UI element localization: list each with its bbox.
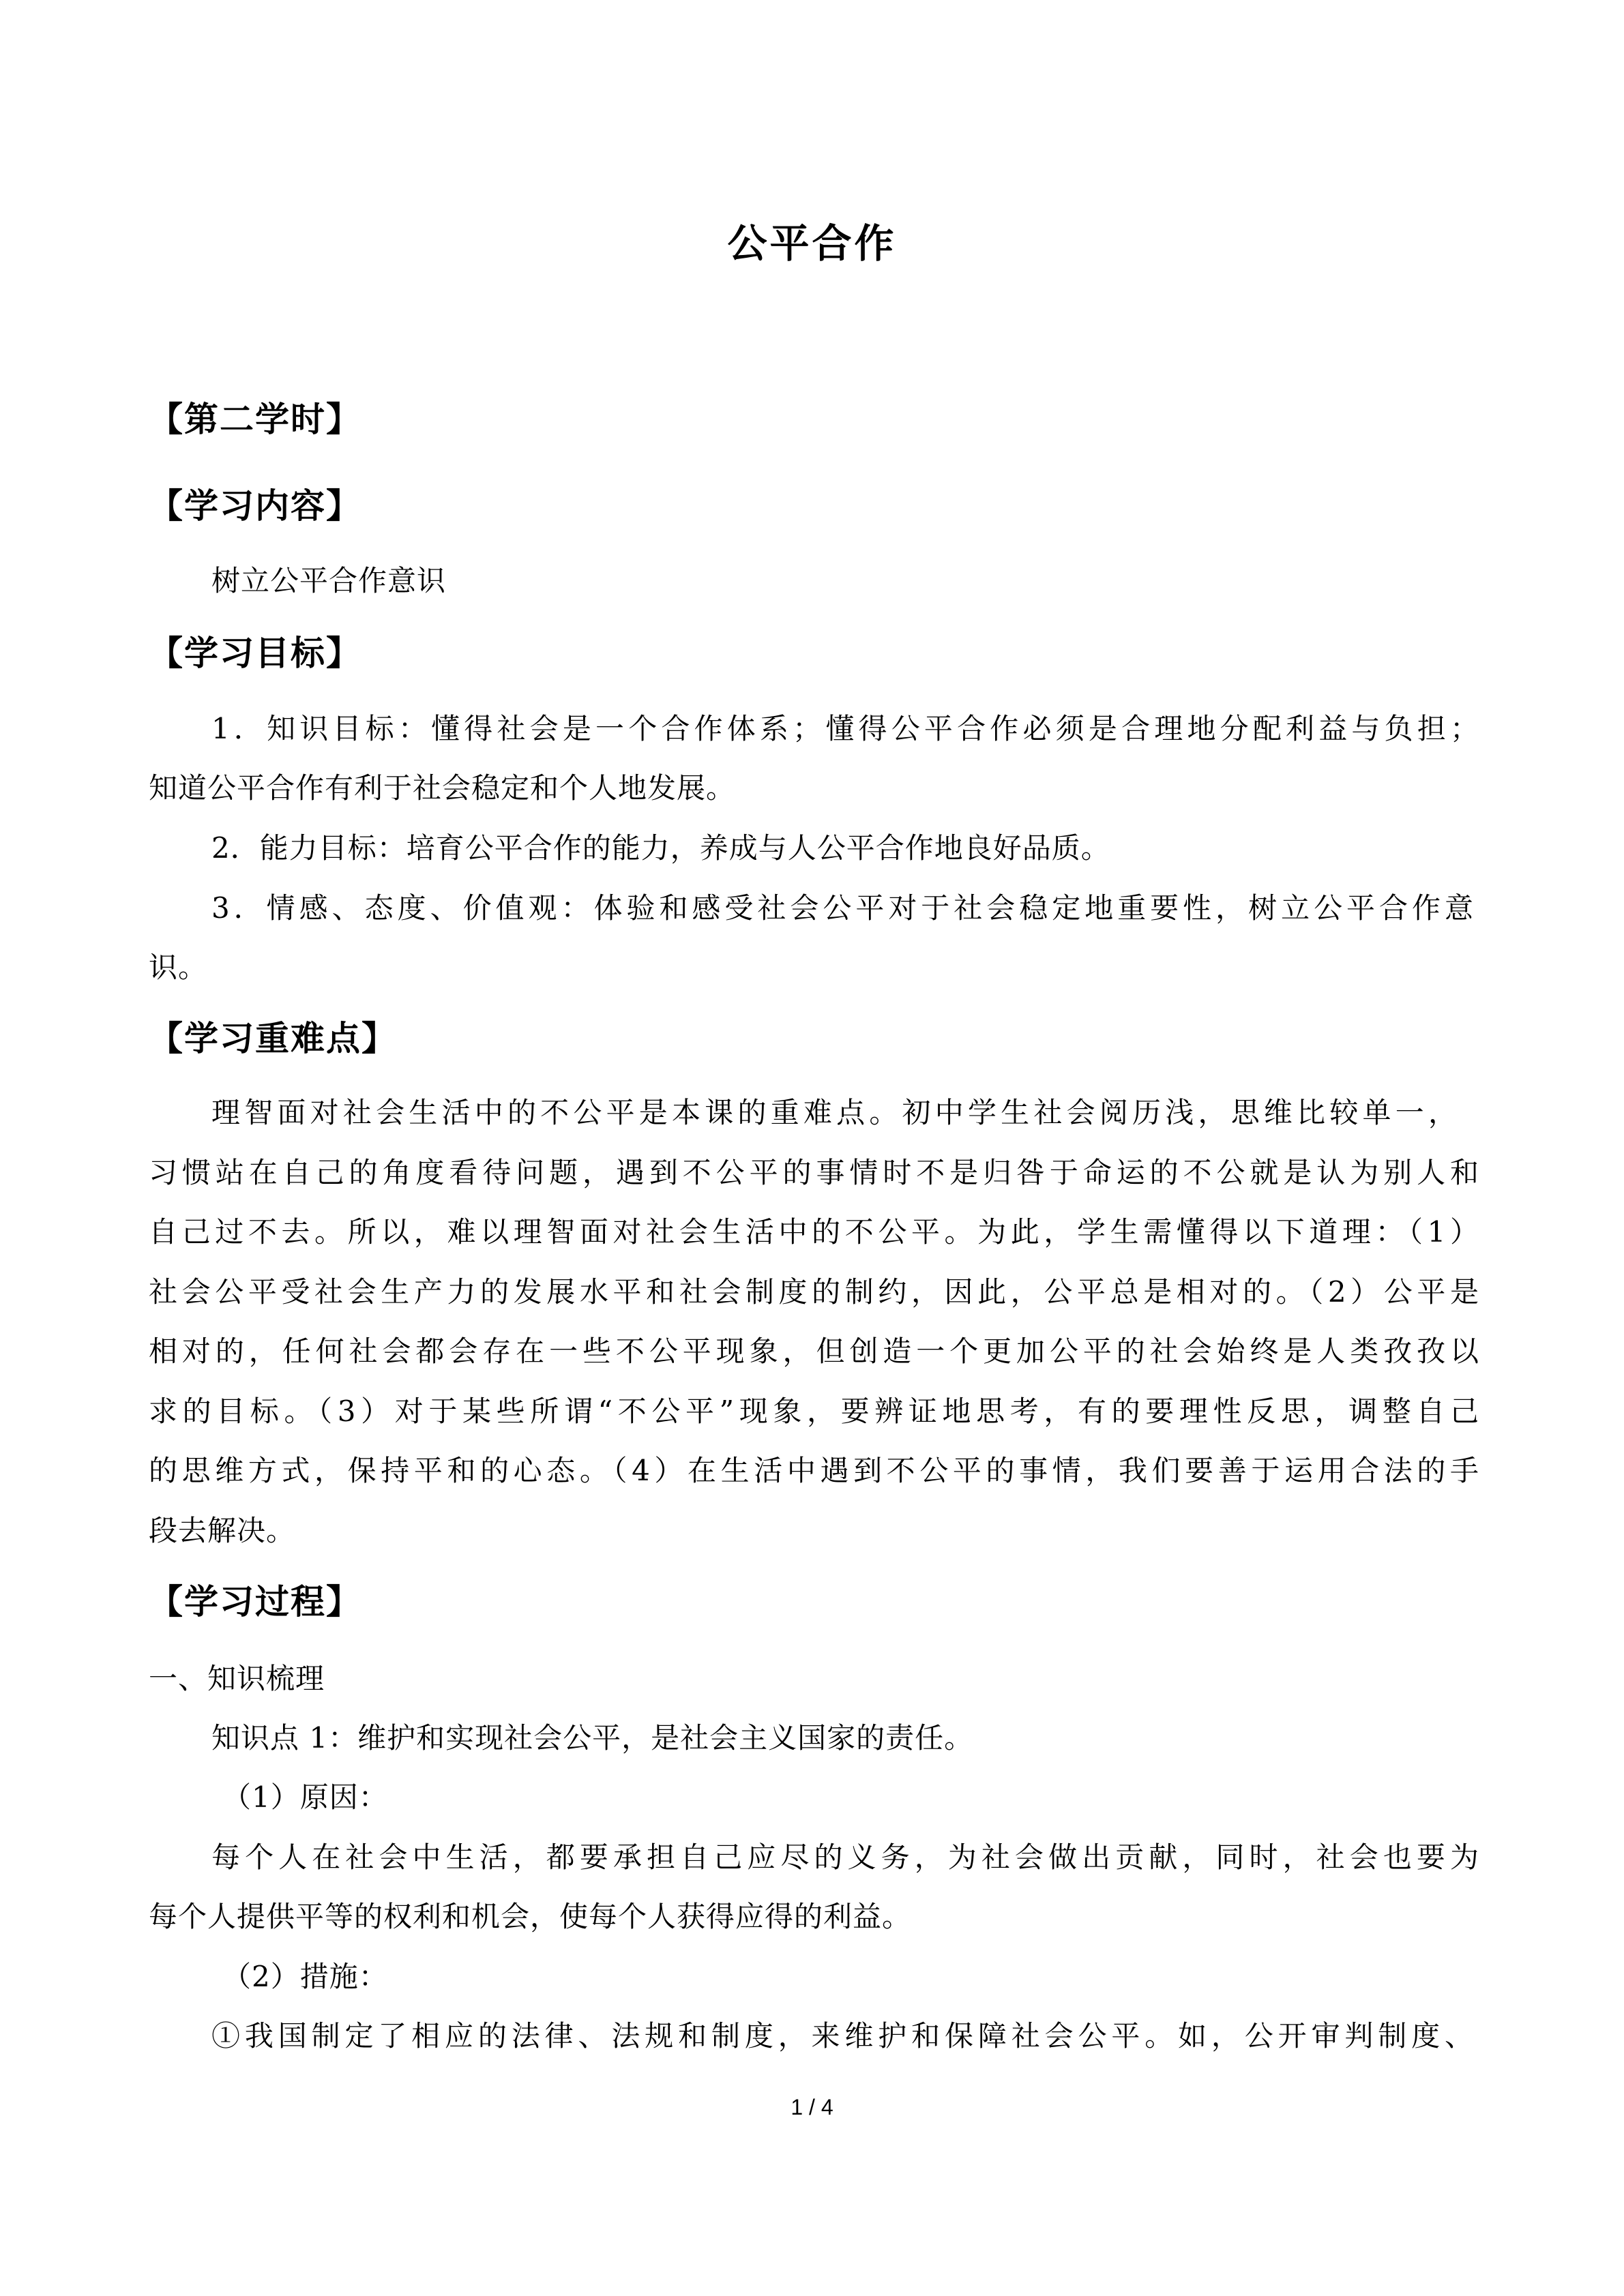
reason-line2: 每个人提供平等的权利和机会，使每个人获得应得的利益。 xyxy=(149,1900,912,1933)
key-line: 求的目标。（3）对于某些所谓“不公平”现象，要辨证地思考，有的要理性反思，调整自己 xyxy=(149,1395,1479,1428)
key-line: 社会公平受社会生产力的发展水平和社会制度的制约，因此，公平总是相对的。（2）公平是 xyxy=(149,1275,1479,1309)
process-subheading: 一、知识梳理 xyxy=(149,1662,325,1695)
content-heading: 【学习内容】 xyxy=(149,486,361,526)
goal2: 2．能力目标：培育公平合作的能力，养成与人公平合作地良好品质。 xyxy=(211,831,1110,865)
key-line: 理智面对社会生活中的不公平是本课的重难点。初中学生社会阅历浅，思维比较单一， xyxy=(211,1096,1457,1129)
lesson-heading: 【第二学时】 xyxy=(149,400,361,439)
key-heading: 【学习重难点】 xyxy=(149,1019,397,1058)
key-line: 相对的，任何社会都会存在一些不公平现象，但创造一个更加公平的社会始终是人类孜孜以 xyxy=(149,1335,1479,1368)
goal3-line1: 3．情感、态度、价值观：体验和感受社会公平对于社会稳定地重要性，树立公平合作意 xyxy=(211,891,1473,925)
goal1-line2: 知道公平合作有利于社会稳定和个人地发展。 xyxy=(149,771,736,805)
knowledge-point-1: 知识点 1：维护和实现社会公平，是社会主义国家的责任。 xyxy=(211,1721,974,1755)
page-number: 1 / 4 xyxy=(791,2095,833,2119)
key-line: 自己过不去。所以，难以理智面对社会生活中的不公平。为此，学生需懂得以下道理：（1） xyxy=(149,1215,1479,1249)
key-line: 段去解决。 xyxy=(149,1514,296,1547)
reason-label: （1）原因： xyxy=(222,1780,388,1814)
goal3-line2: 识。 xyxy=(149,951,208,984)
measure-line1: ①我国制定了相应的法律、法规和制度，来维护和保障社会公平。如，公开审判制度、 xyxy=(211,2019,1473,2053)
process-heading: 【学习过程】 xyxy=(149,1582,361,1622)
key-line: 习惯站在自己的角度看待问题，遇到不公平的事情时不是归咎于命运的不公就是认为别人和 xyxy=(149,1156,1479,1189)
goal1-line1: 1．知识目标：懂得社会是一个合作体系；懂得公平合作必须是合理地分配利益与负担； xyxy=(211,712,1479,745)
reason-line1: 每个人在社会中生活，都要承担自己应尽的义务，为社会做出贡献，同时，社会也要为 xyxy=(211,1840,1479,1874)
measure-label: （2）措施： xyxy=(222,1960,388,1993)
content-text: 树立公平合作意识 xyxy=(211,564,447,597)
key-line: 的思维方式，保持平和的心态。（4）在生活中遇到不公平的事情，我们要善于运用合法的手 xyxy=(149,1454,1479,1487)
document-title: 公平合作 xyxy=(727,220,897,267)
goals-heading: 【学习目标】 xyxy=(149,633,361,673)
